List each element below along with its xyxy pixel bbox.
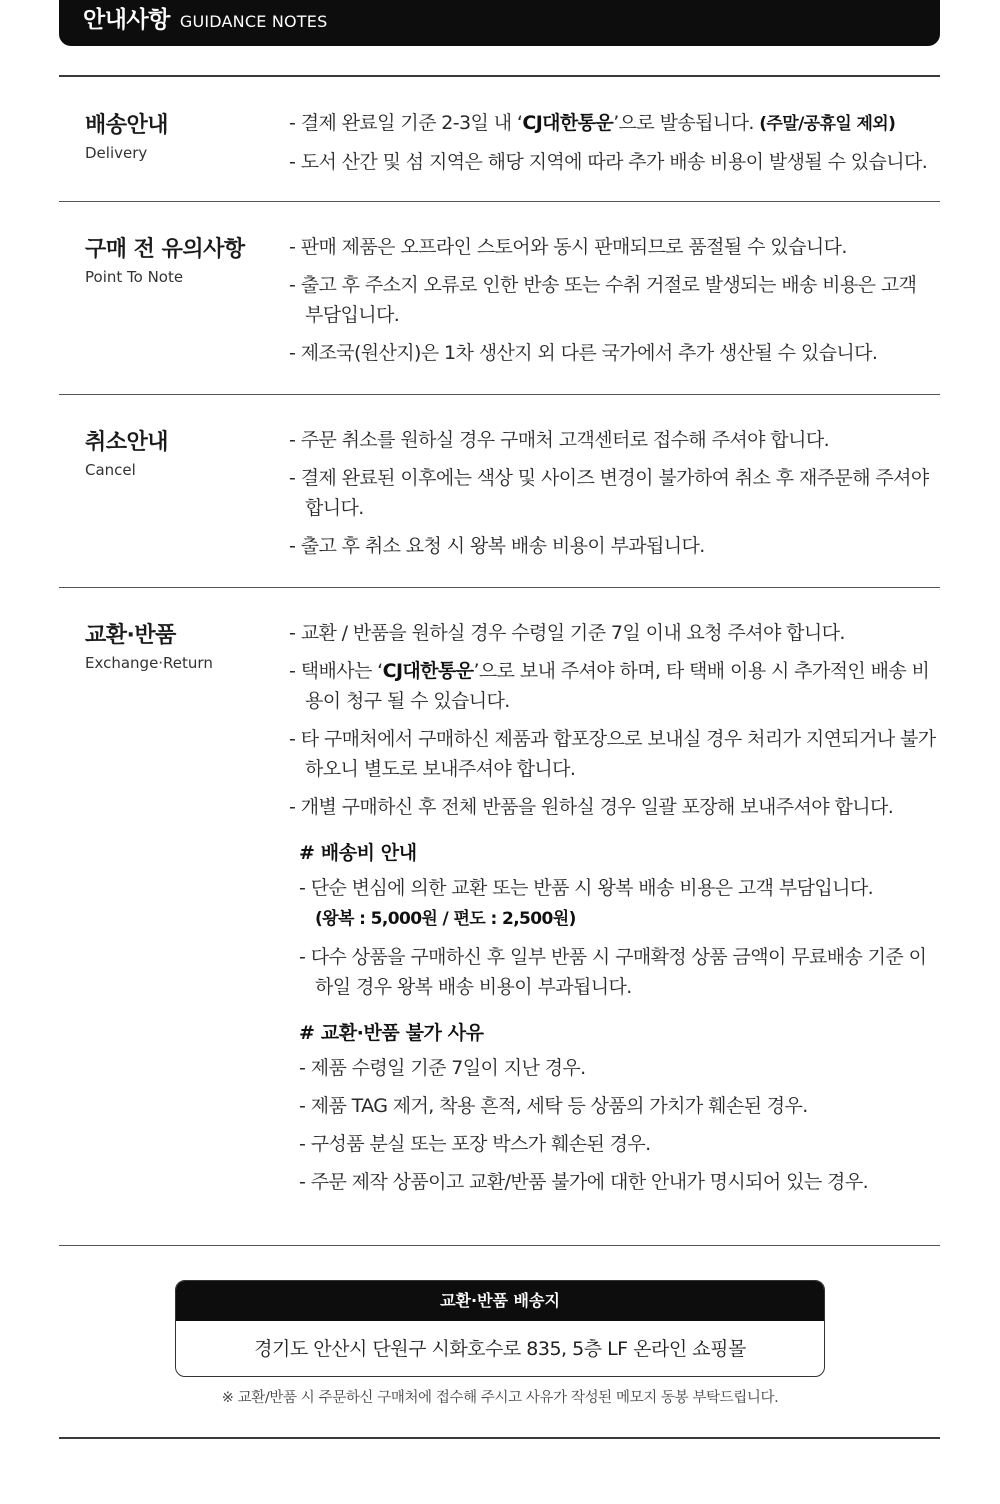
shipping-fee-list bbox=[299, 873, 939, 1002]
not-allowed-heading: # 교환·반품 불가 사유 bbox=[299, 1022, 484, 1044]
list-item: - 제조국(원산지)은 1차 생산지 외 다른 국가에서 추가 생산될 수 있습니다. bbox=[289, 342, 878, 364]
list-item: - 출고 후 취소 요청 시 왕복 배송 비용이 부과됩니다. bbox=[289, 535, 705, 557]
section-title: 교환·반품 bbox=[85, 623, 176, 648]
section-subtitle: Exchange·Return bbox=[85, 654, 213, 672]
section-subtitle: Delivery bbox=[85, 144, 148, 162]
section-title: 구매 전 유의사항 bbox=[85, 237, 245, 262]
list-item: - 판매 제품은 오프라인 스토어와 동시 판매되므로 품절될 수 있습니다. bbox=[289, 236, 847, 258]
delivery-list bbox=[289, 108, 939, 185]
list-item: - 주문 제작 상품이고 교환/반품 불가에 대한 안내가 명시되어 있는 경우. bbox=[299, 1171, 869, 1193]
return-address-heading: 교환·반품 배송지 bbox=[176, 1281, 824, 1321]
list-item: - 제품 수령일 기준 7일이 지난 경우. bbox=[299, 1057, 586, 1079]
page-title: 안내사항 bbox=[83, 7, 170, 33]
guidance-header bbox=[59, 0, 940, 46]
list-item: - 구성품 분실 또는 포장 박스가 훼손된 경우. bbox=[299, 1133, 651, 1155]
list-item: - 출고 후 주소지 오류로 인한 반송 또는 수취 거절로 발생되는 배송 비용은 고객 부담입니다. bbox=[289, 274, 917, 326]
list-item: - 교환 / 반품을 원하실 경우 수령일 기준 7일 이내 요청 주셔야 합니다. bbox=[289, 622, 845, 644]
list-item: - 제품 TAG 제거, 착용 흔적, 세탁 등 상품의 가치가 훼손된 경우. bbox=[299, 1095, 808, 1117]
list-item: - 다수 상품을 구매하신 후 일부 반품 시 구매확정 상품 금액이 무료배송 기준 이하일 경우 왕복 배송 비용이 부과됩니다. bbox=[299, 946, 927, 998]
footer-note: ※ 교환/반품 시 주문하신 구매처에 접수해 주시고 사유가 작성된 메모지 동봉 부탁드립니다. bbox=[221, 1390, 779, 1406]
not-allowed-list bbox=[299, 1053, 939, 1197]
list-item: - 주문 취소를 원하실 경우 구매처 고객센터로 접수해 주셔야 합니다. bbox=[289, 429, 830, 451]
list-item: - 결제 완료된 이후에는 색상 및 사이즈 변경이 불가하여 취소 후 재주문해 주셔야 합니다. bbox=[289, 467, 929, 519]
list-item: - 택배사는 ‘CJ대한통운’으로 보내 주셔야 하며, 타 택배 이용 시 추가적인 배송 비용이 청구 될 수 있습니다. bbox=[289, 660, 930, 712]
list-item: - 결제 완료일 기준 2-3일 내 ‘CJ대한통운’으로 발송됩니다. (주말/공휴일 제외) bbox=[289, 112, 896, 134]
page-subtitle: GUIDANCE NOTES bbox=[179, 12, 328, 31]
section-subtitle: Point To Note bbox=[85, 268, 184, 286]
divider-bottom bbox=[59, 1437, 940, 1439]
point-list bbox=[289, 232, 939, 376]
return-address-box bbox=[175, 1280, 825, 1377]
list-item: - 개별 구매하신 후 전체 반품을 원하실 경우 일괄 포장해 보내주셔야 합니다. bbox=[289, 796, 894, 818]
cancel-list bbox=[289, 425, 939, 569]
section-title: 취소안내 bbox=[85, 430, 169, 455]
list-item: - 타 구매처에서 구매하신 제품과 합포장으로 보내실 경우 처리가 지연되거나 불가하오니 별도로 보내주셔야 합니다. bbox=[289, 728, 936, 780]
divider bbox=[59, 587, 940, 588]
divider bbox=[59, 1245, 940, 1246]
divider bbox=[59, 201, 940, 202]
divider-top bbox=[59, 75, 940, 77]
section-subtitle: Cancel bbox=[85, 461, 136, 479]
exchange-content bbox=[289, 618, 939, 1205]
divider bbox=[59, 394, 940, 395]
list-item: - 도서 산간 및 섬 지역은 해당 지역에 따라 추가 배송 비용이 발생될 수 있습니다. bbox=[289, 151, 928, 173]
list-item: - 단순 변심에 의한 교환 또는 반품 시 왕복 배송 비용은 고객 부담입니다. (왕복 : 5,000원 / 편도 : 2,500원) bbox=[299, 877, 874, 929]
return-address-text: 경기도 안산시 단원구 시화호수로 835, 5층 LF 온라인 쇼핑몰 bbox=[254, 1338, 746, 1360]
section-title: 배송안내 bbox=[85, 113, 169, 138]
shipping-fee-heading: # 배송비 안내 bbox=[299, 842, 417, 864]
